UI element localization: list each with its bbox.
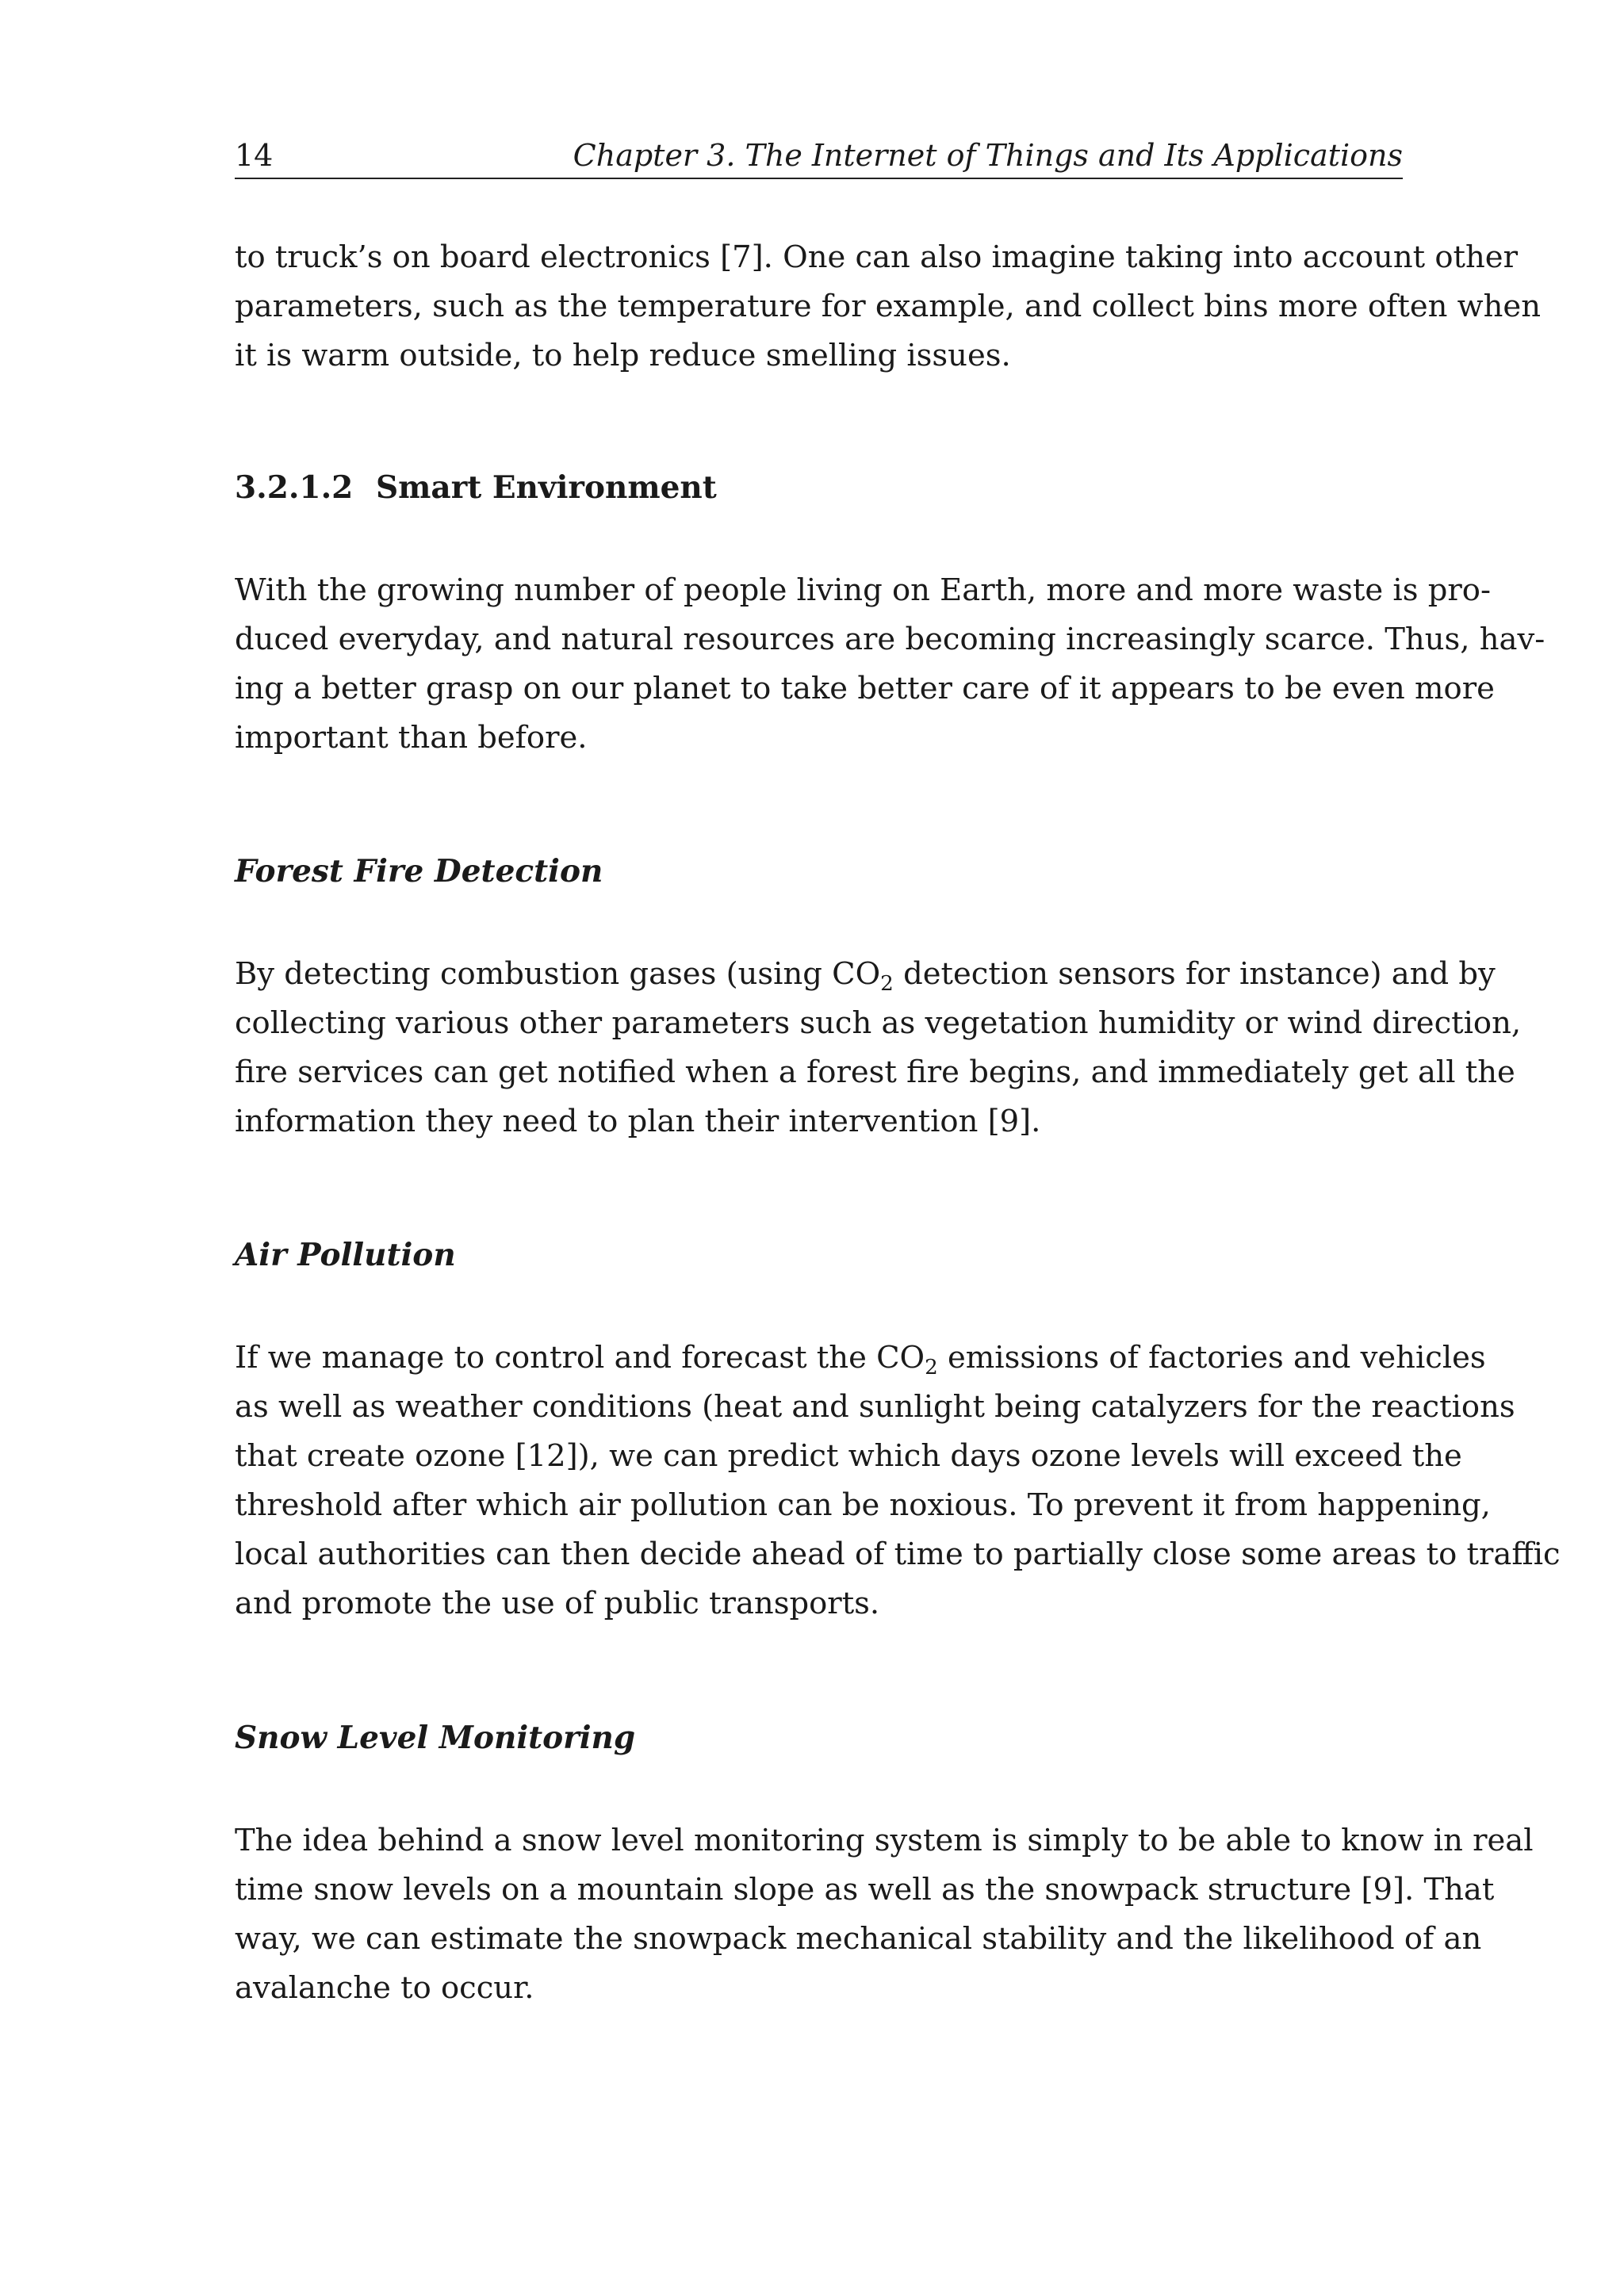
snow-level-line-1: The idea behind a snow level monitoring system is simply to be able to know in real [235,1823,1534,1858]
forest-fire-subscript: 2 [880,971,894,996]
snow-level-line-4: avalanche to occur. [235,1970,534,2006]
section-title: Smart Environment [376,469,717,506]
chapter-title: Chapter 3. The Internet of Things and Its Applications [573,138,1403,173]
air-pollution-line-2: as well as weather conditions (heat and sunlight being catalyzers for the reactions [235,1389,1515,1425]
snow-level-heading: Snow Level Monitoring [235,1720,636,1756]
intro-paragraph [235,233,1541,381]
forest-fire-line-1-after: detection sensors for instance) and by [893,956,1496,992]
forest-fire-paragraph [235,950,1522,1146]
air-pollution-line-1 [235,1334,1486,1383]
running-header [235,133,1403,179]
air-pollution-line-5: local authorities can then decide ahead of time to partially close some areas to traffic [235,1536,1561,1572]
air-pollution-subscript: 2 [925,1355,938,1380]
section-line-2: duced everyday, and natural resources are becoming increasingly scarce. Thus, hav- [235,622,1545,657]
intro-line-3: it is warm outside, to help reduce smelling issues. [235,338,1011,373]
section-line-1: With the growing number of people living on Earth, more and more waste is pro- [235,572,1491,608]
forest-fire-line-1 [235,950,1496,999]
air-pollution-heading: Air Pollution [235,1237,456,1273]
forest-fire-line-3: fire services can get notified when a forest fire begins, and immediately get all the [235,1054,1515,1090]
air-pollution-paragraph [235,1334,1561,1628]
intro-line-1: to truck’s on board electronics [7]. One can also imagine taking into account other [235,239,1518,275]
section-heading [235,463,717,512]
air-pollution-line-1-before: If we manage to control and forecast the CO [235,1340,925,1376]
intro-line-2: parameters, such as the temperature for example, and collect bins more often when [235,289,1541,324]
air-pollution-line-6: and promote the use of public transports. [235,1586,880,1621]
section-line-3: ing a better grasp on our planet to take better care of it appears to be even more [235,671,1495,706]
snow-level-line-3: way, we can estimate the snowpack mechanical stability and the likelihood of an [235,1921,1482,1957]
forest-fire-heading: Forest Fire Detection [235,853,603,890]
air-pollution-line-3: that create ozone [12]), we can predict which days ozone levels will exceed the [235,1438,1462,1474]
forest-fire-line-2: collecting various other parameters such as vegetation humidity or wind direction, [235,1005,1522,1041]
forest-fire-line-4: information they need to plan their intervention [9]. [235,1104,1041,1139]
snow-level-line-2: time snow levels on a mountain slope as well as the snowpack structure [9]. That [235,1872,1495,1908]
section-line-4: important than before. [235,720,588,756]
air-pollution-line-1-after: emissions of factories and vehicles [937,1340,1486,1376]
section-number: 3.2.1.2 [235,469,354,506]
air-pollution-line-4: threshold after which air pollution can be noxious. To prevent it from happening, [235,1487,1491,1523]
forest-fire-line-1-before: By detecting combustion gases (using CO [235,956,881,992]
snow-level-paragraph [235,1816,1534,2013]
smart-environment-paragraph [235,566,1545,763]
page-number: 14 [235,138,274,173]
